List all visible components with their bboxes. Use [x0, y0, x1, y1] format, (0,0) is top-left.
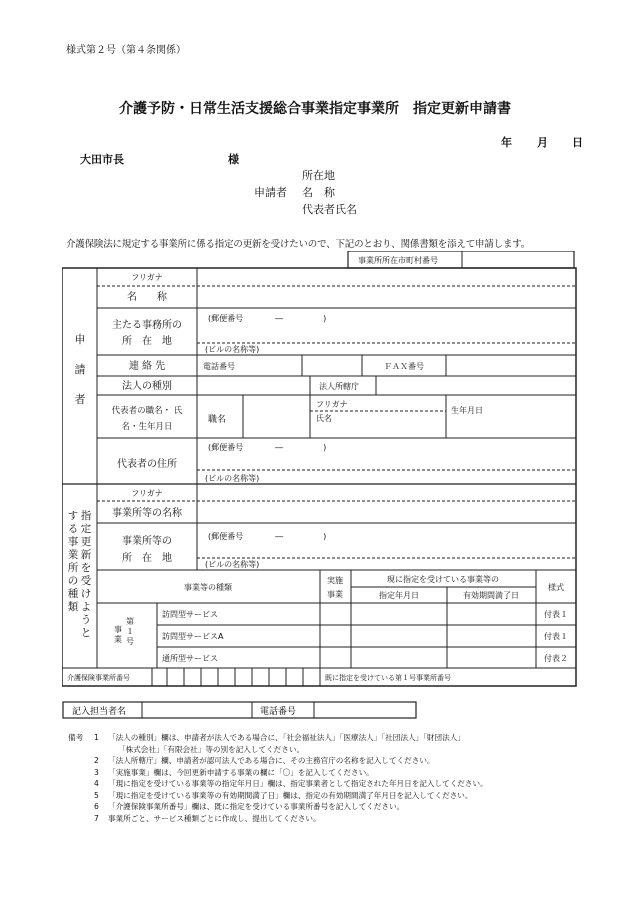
note-text: 「現に指定を受けている事業等の有効期間満了日」欄は、指定の有効期間満了年月日を記入してください。	[108, 790, 473, 800]
rep-building-label: (ビルの名称等)	[205, 474, 260, 483]
contact-phone-label: 電話番号	[260, 707, 297, 717]
svg-text:業: 業	[114, 635, 122, 644]
target-section-label	[68, 509, 92, 639]
svg-text:の: の	[67, 575, 79, 587]
style-header: 様式	[548, 583, 564, 592]
applicant-section-3: 者	[74, 393, 86, 406]
name-label: 名 称	[127, 292, 167, 303]
city-number-label: 事業所所在市町村番号	[358, 256, 438, 265]
svg-text:新: 新	[80, 549, 92, 561]
form-number: 様式第２号（第４条関係）	[66, 45, 186, 56]
note-number: 2	[94, 756, 99, 765]
svg-text:類: 類	[67, 601, 79, 613]
insurance-number-label: 介護保険事業所番号	[67, 674, 130, 682]
service-row-2-form: 付表１	[544, 632, 568, 641]
service-row-2-name: 訪問型サービスA	[162, 632, 224, 641]
service-row-3-name: 通所型サービス	[162, 654, 218, 663]
office-name-label: 事業所等の名称	[112, 508, 182, 519]
applicant-label: 申請者	[254, 186, 287, 199]
note-number: 4	[94, 779, 99, 788]
service-row-3-form: 付表２	[544, 654, 568, 663]
office-furigana-label: フリガナ	[131, 489, 163, 498]
rep-full-name-label: 氏名	[316, 414, 332, 423]
svg-text:を: を	[80, 562, 92, 574]
note-number: 5	[94, 790, 99, 800]
applicant-name-label: 名 称	[302, 186, 335, 199]
office-building-label: (ビルの名称等)	[205, 560, 260, 569]
job-title-label: 職名	[208, 415, 227, 425]
svg-text:よ: よ	[80, 601, 92, 613]
building-label: (ビルの名称等)	[205, 345, 260, 354]
service-row-1-form: 付表１	[544, 610, 568, 619]
application-form-table	[62, 251, 578, 691]
svg-text:事: 事	[114, 625, 122, 634]
addressee-suffix: 様	[228, 153, 239, 166]
rep-furigana-label: フリガナ	[316, 400, 348, 409]
note-number: 6	[94, 802, 99, 811]
contact-person-label: 記入担当者名	[72, 707, 127, 717]
svg-text:る: る	[67, 523, 79, 535]
rep-address-label: 代表者の住所	[117, 459, 177, 470]
notes-label: 備考	[68, 733, 84, 742]
fax-label: ＦＡＸ番号	[384, 362, 424, 371]
rep-label-2: 名・生年月日	[121, 422, 173, 432]
svg-text:す: す	[67, 510, 79, 522]
svg-text:１: １	[126, 627, 134, 636]
impl-header-2: 事業	[327, 590, 343, 599]
applicant-rep-label: 代表者氏名	[302, 203, 357, 216]
office-address-label-1: 主たる事務所の	[112, 320, 182, 331]
applicant-section-1: 申	[74, 333, 86, 346]
current-header: 現に指定を受けている事業等の	[387, 575, 499, 584]
note-text: 「株式会社」「有限会社」等の別を記入してください。	[118, 744, 305, 754]
contact-person-box	[62, 701, 418, 719]
office-postal-label: (郵便番号 ― )	[208, 532, 327, 541]
applicant-section-2: 請	[74, 363, 86, 376]
svg-text:受: 受	[80, 575, 92, 587]
note-text: 「実施事業」欄は、今回更新申請する事業の欄に「〇」を記入してください。	[108, 767, 374, 777]
svg-text:種: 種	[67, 588, 79, 600]
furigana-label: フリガナ	[131, 273, 163, 282]
service-type-header: 事業等の種類	[184, 583, 232, 592]
note-text: 「法人所轄庁」欄、申請者が認可法人である場合に、その主務官庁の名称を記入してください。	[108, 756, 435, 765]
rep-postal-label: (郵便番号 ― )	[208, 443, 327, 452]
date-day: 日	[572, 136, 583, 149]
phone-label: 電話番号	[203, 362, 235, 371]
svg-text:更: 更	[80, 536, 92, 548]
rep-label-1: 代表者の職名・ 氏	[111, 406, 183, 416]
service-row-1-name: 訪問型サービス	[162, 610, 218, 619]
note-text: 「現に指定を受けている事業等の指定年月日」欄は、指定事業者として指定された年月日を記入してください。	[108, 779, 488, 788]
office-location-label-1: 事業所等の	[122, 536, 172, 547]
svg-text:第: 第	[126, 617, 134, 626]
svg-text:と: と	[80, 627, 92, 639]
office-location-label-2: 所 在 地	[122, 553, 172, 564]
applicant-address-label: 所在地	[302, 169, 335, 182]
existing-number-label: 既に指定を受けている第１号事業所番号	[325, 674, 451, 682]
note-number: 1	[94, 733, 99, 742]
birthdate-label: 生年月日	[451, 406, 483, 415]
addressee: 大田市長	[80, 153, 124, 166]
contact-label: 連 絡 先	[128, 361, 166, 372]
svg-text:号: 号	[126, 637, 134, 646]
svg-text:事: 事	[67, 536, 79, 548]
note-text: 「法人の種別」欄は、申請者が法人である場合に、「社会福祉法人」「医療法人」「社団法人」「財団法人」	[108, 733, 465, 742]
intro-text: 介護保険法に規定する事業所に係る指定の更新を受けたいので、下記のとおり、関係書類を添えて申請します。	[66, 239, 531, 250]
svg-text:指: 指	[80, 510, 92, 522]
postal-label: (郵便番号 ― )	[208, 314, 327, 323]
note-text: 「介護保険事業所番号」欄は、既に指定を受けている事業所番号を記入してください。	[108, 802, 405, 811]
svg-text:定: 定	[80, 523, 92, 535]
svg-text:業: 業	[67, 549, 79, 561]
svg-text:け: け	[80, 588, 92, 600]
impl-header-1: 実施	[327, 576, 343, 585]
corp-authority-label: 法人所轄庁	[319, 382, 359, 391]
designated-date-header: 指定年月日	[379, 591, 419, 600]
office-address-label-2: 所 在 地	[122, 336, 172, 347]
note-text: 事業所ごと、サービス種類ごとに作成し、提出してください。	[108, 813, 321, 823]
corp-type-label: 法人の種別	[122, 381, 172, 392]
note-number: 3	[94, 767, 99, 777]
date-year: 年	[501, 136, 512, 149]
note-number: 7	[94, 813, 99, 823]
expiry-header: 有効期間満了日	[463, 591, 519, 600]
category-label	[114, 616, 134, 646]
svg-text:所: 所	[67, 562, 79, 574]
svg-text:う: う	[80, 614, 92, 626]
date-month: 月	[537, 136, 548, 149]
page-title: 介護予防・日常生活支援総合事業指定事業所 指定更新申請書	[119, 101, 511, 117]
